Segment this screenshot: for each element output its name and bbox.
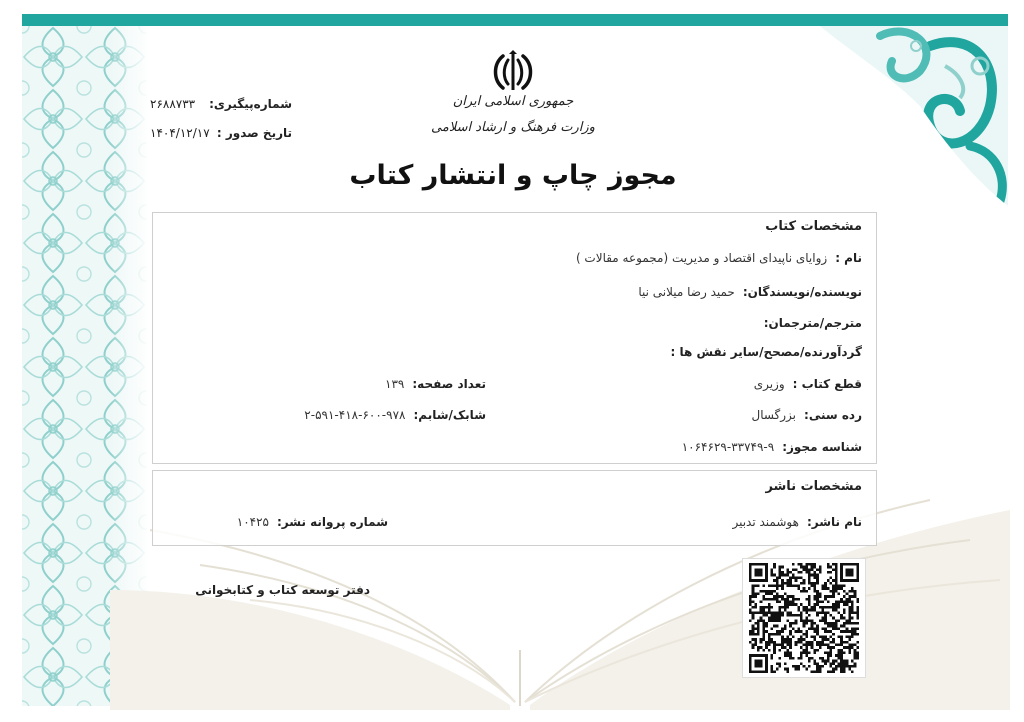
tracking-number-label: شماره‌پیگیری:: [209, 97, 292, 111]
book-details-panel: [152, 212, 877, 464]
book-name-label: نام :: [835, 251, 862, 265]
issue-date-row: [150, 126, 292, 140]
page-title: مجوز چاپ و انتشار کتاب: [349, 160, 677, 191]
isbn-label: شابک/شابم:: [413, 408, 486, 422]
publisher-name-field: [732, 515, 862, 529]
isbn-value: ۹۷۸-۶۰۰-۴۱۸-۵۹۱-۲: [304, 408, 406, 422]
license-id-field: [682, 440, 862, 454]
authors-label: نویسنده/نویسندگان:: [742, 285, 862, 299]
age-group-label: رده سنی:: [804, 408, 862, 422]
qr-code-frame: [742, 558, 866, 678]
pages-label: تعداد صفحه:: [412, 377, 486, 391]
license-id-label: شناسه مجوز:: [782, 440, 862, 454]
translators-field: [756, 316, 862, 330]
format-value: وزیری: [753, 377, 785, 391]
tracking-number-row: [150, 97, 292, 111]
publisher-details-panel: [152, 470, 877, 546]
publish-permit-label: شماره پروانه نشر:: [276, 515, 388, 529]
compilers-label: گردآورنده/مصحح/سایر نقش ها :: [670, 345, 862, 359]
authors-value: حمید رضا میلانی نیا: [638, 285, 735, 299]
corner-ornament: [820, 26, 1008, 206]
iran-emblem-icon: [489, 50, 537, 94]
authors-field: [638, 285, 862, 299]
publish-permit-field: [237, 515, 388, 529]
issue-date-label: تاریخ صدور :: [216, 126, 292, 140]
book-name-field: [576, 251, 862, 265]
book-name-value: زوایای ناپیدای اقتصاد و مدیریت (مجموعه مقالات ): [575, 251, 828, 265]
top-accent-bar: [22, 14, 1008, 26]
format-field: [754, 377, 862, 391]
format-label: قطع کتاب :: [792, 377, 862, 391]
ministry-line: وزارت فرهنگ و ارشاد اسلامی: [431, 120, 595, 135]
publisher-name-value: هوشمند تدبیر: [732, 515, 799, 529]
issue-date-value: ۱۴۰۴/۱۲/۱۷: [150, 126, 210, 140]
publisher-name-label: نام ناشر:: [806, 515, 862, 529]
publish-permit-value: ۱۰۴۲۵: [236, 515, 269, 529]
license-id-value: ۹-۳۳۷۴۹-۱۰۶۴۶۲۹: [681, 440, 775, 454]
isbn-field: [304, 408, 486, 422]
pages-value: ۱۳۹: [385, 377, 405, 391]
age-group-field: [751, 408, 862, 422]
publisher-details-title: مشخصات ناشر: [765, 479, 862, 494]
qr-code-icon: [749, 563, 859, 673]
tracking-number-value: ۲۶۸۸۷۳۳: [150, 97, 196, 111]
book-details-title: مشخصات کتاب: [765, 219, 862, 234]
issuing-office: دفتر توسعه کتاب و کتابخوانی: [195, 583, 370, 597]
republic-line: جمهوری اسلامی ایران: [452, 94, 574, 109]
translators-label: مترجم/مترجمان:: [763, 316, 862, 330]
pages-field: [385, 377, 486, 391]
compilers-field: [663, 345, 862, 359]
age-group-value: بزرگسال: [751, 408, 797, 422]
